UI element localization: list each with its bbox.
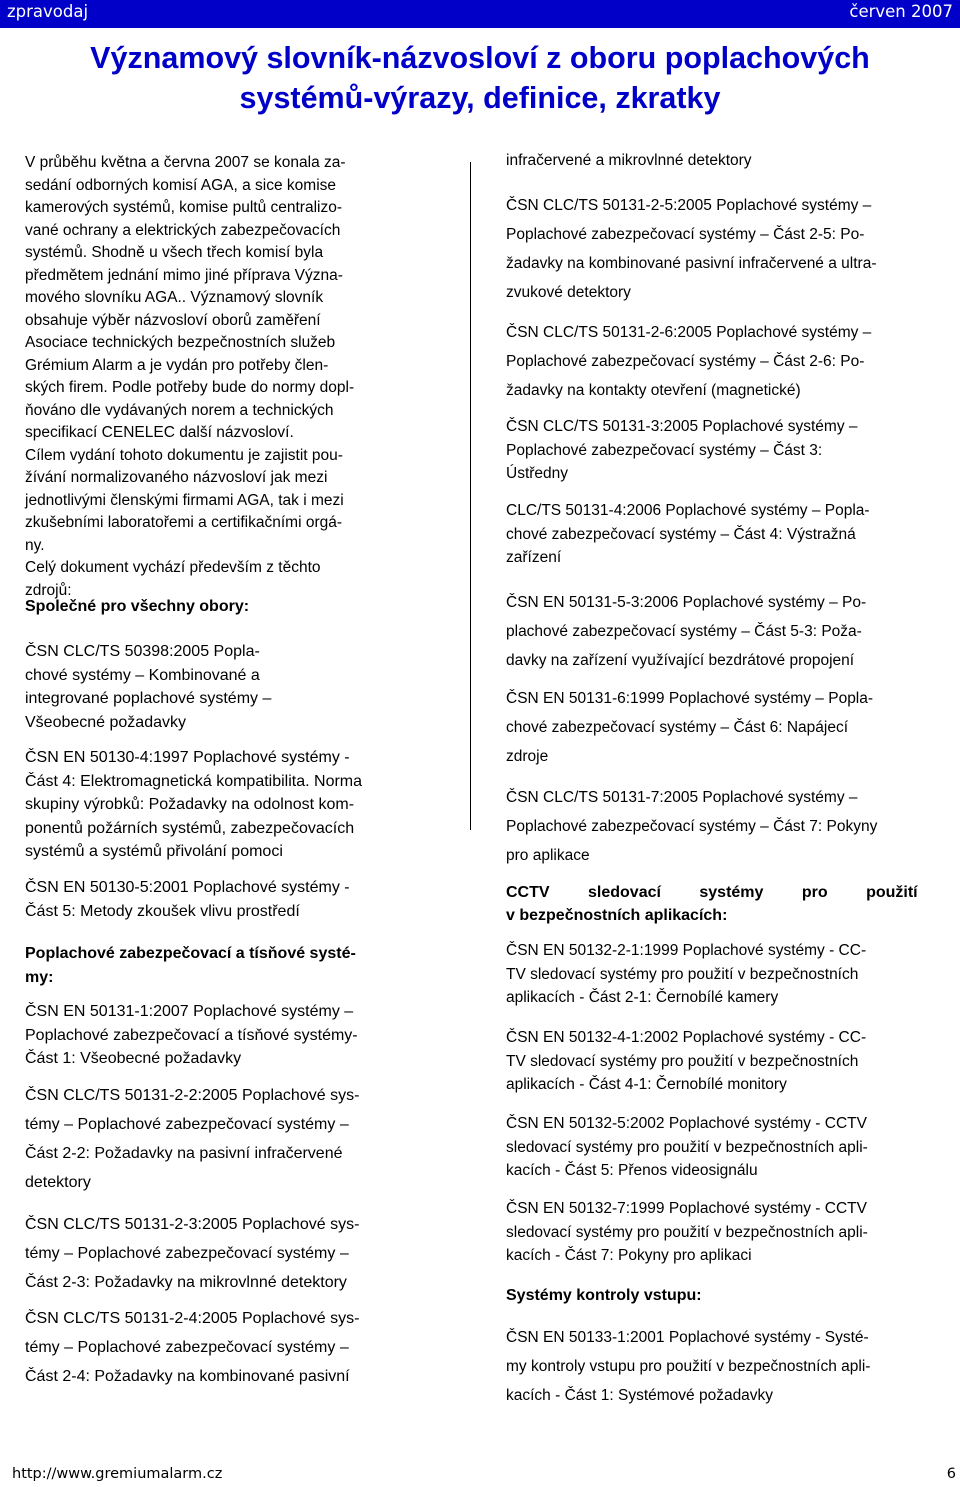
- norm-line: témy – Poplachové zabezpečovací systémy –: [25, 1116, 349, 1133]
- intro-line: ských firem. Podle potřeby bude do normy dopl-: [25, 379, 355, 396]
- norm-entry: [506, 318, 871, 405]
- column-divider: [470, 162, 471, 830]
- heading-line: my:: [25, 969, 54, 986]
- norm-entry: [25, 876, 350, 923]
- norm-line: sledovací systémy pro použití v bezpečnostních apli-: [506, 1138, 868, 1156]
- norm-line: Poplachové zabezpečovací systémy – Část 2-5: Po-: [506, 226, 865, 243]
- norm-line: ČSN EN 50132-7:1999 Poplachové systémy - CCTV: [506, 1200, 867, 1217]
- norm-line: ČSN EN 50133-1:2001 Poplachové systémy - Systé-: [506, 1329, 869, 1346]
- intro-line: Cílem vydání tohoto dokumentu je zajistit pou-: [25, 446, 343, 464]
- norm-entry: [506, 1197, 868, 1268]
- intro-paragraph: [25, 152, 354, 602]
- intro-line: systémů. Shodně u všech třech komisí byla: [25, 244, 324, 261]
- intro-line: zdrojů:: [25, 581, 72, 599]
- norm-line: témy – Poplachové zabezpečovací systémy –: [25, 1339, 349, 1356]
- norm-line: ČSN CLC/TS 50398:2005 Popla-: [25, 643, 260, 660]
- heading-line: v bezpečnostních aplikacích:: [506, 907, 728, 924]
- heading-line: CCTV sledovací systémy pro použití: [506, 884, 918, 901]
- norm-line: aplikacích - Část 4-1: Černobílé monitory: [506, 1076, 787, 1093]
- heading-intrusion: [25, 942, 356, 990]
- norm-entry: [506, 415, 858, 486]
- norm-line: TV sledovací systémy pro použití v bezpečnostních: [506, 1052, 859, 1070]
- norm-line: žadavky na kombinované pasivní infračervené a ultra-: [506, 255, 877, 272]
- norm-entry: [25, 1000, 358, 1071]
- intro-line: specifikací CENELEC další názvosloví.: [25, 424, 294, 441]
- norm-line: Část 2-4: Požadavky na kombinované pasivní: [25, 1368, 350, 1385]
- heading-common: Společné pro všechny obory:: [25, 598, 250, 615]
- norm-line: plachové zabezpečovací systémy – Část 5-3: Poža-: [506, 623, 862, 640]
- norm-line: ČSN EN 50130-4:1997 Poplachové systémy -: [25, 749, 350, 766]
- intro-line: kamerových systémů, komise pultů centralizo-: [25, 199, 343, 216]
- norm-entry: [25, 746, 362, 864]
- norm-line: sledovací systémy pro použití v bezpečnostních apli-: [506, 1223, 868, 1241]
- norm-entry: [25, 1304, 359, 1391]
- intro-line: jednotlivými členskými firmami AGA, tak i mezi: [25, 491, 344, 509]
- norm-line: Část 2-3: Požadavky na mikrovlnné detektory: [25, 1274, 347, 1291]
- intro-line: předmětem jednání mimo jiné příprava Význa-: [25, 266, 343, 284]
- intro-line: vané ochrany a elektrických zabezpečovacích: [25, 221, 341, 239]
- norm-entry: [506, 588, 866, 675]
- norm-line: ČSN CLC/TS 50131-2-4:2005 Poplachové sys-: [25, 1310, 360, 1327]
- norm-line: Část 2-2: Požadavky na pasivní infračervené: [25, 1145, 343, 1162]
- norm-line: integrované poplachové systémy –: [25, 690, 272, 707]
- norm-line: my kontroly vstupu pro použití v bezpečnostních apli-: [506, 1358, 871, 1375]
- intro-line: sedání odborných komisí AGA, a sice komise: [25, 176, 337, 194]
- publication-name: zpravodaj: [7, 2, 89, 21]
- issue-date: červen 2007: [849, 2, 953, 21]
- norm-line: Všeobecné požadavky: [25, 713, 186, 731]
- intro-line: zkušebními laboratořemi a certifikačními orgá-: [25, 514, 343, 531]
- norm-line: Část 5: Metody zkoušek vlivu prostředí: [25, 902, 300, 920]
- heading-access: Systémy kontroly vstupu:: [506, 1287, 702, 1304]
- norm-line: zdroje: [506, 748, 549, 765]
- norm-line: zařízení: [506, 549, 562, 566]
- norm-line: systémů a systémů přivolání pomoci: [25, 843, 283, 860]
- norm-line: ČSN EN 50131-1:2007 Poplachové systémy –: [25, 1003, 354, 1020]
- norm-line: ČSN EN 50131-6:1999 Poplachové systémy – Popla-: [506, 690, 874, 707]
- intro-line: mového slovníku AGA.. Významový slovník: [25, 289, 324, 306]
- norm-line: ČSN EN 50132-2-1:1999 Poplachové systémy - CC-: [506, 942, 867, 959]
- page-title: [0, 38, 960, 118]
- norm-entry: [25, 1081, 359, 1197]
- norm-line: TV sledovací systémy pro použití v bezpečnostních: [506, 965, 859, 983]
- intro-line: Celý dokument vychází především z těchto: [25, 559, 321, 576]
- norm-entry: [25, 1210, 359, 1297]
- intro-line: obsahuje výběr názvosloví oborů zaměření: [25, 311, 321, 329]
- norm-line: ČSN CLC/TS 50131-2-5:2005 Poplachové systémy –: [506, 197, 872, 214]
- intro-line: ňováno dle vydávaných norem a technických: [25, 401, 334, 419]
- norm-entry: [506, 499, 870, 570]
- footer-url-link[interactable]: http://www.gremiumalarm.cz: [12, 1466, 223, 1482]
- norm-line: kacích - Část 7: Pokyny pro aplikaci: [506, 1247, 752, 1264]
- norm-line: témy – Poplachové zabezpečovací systémy –: [25, 1245, 349, 1262]
- norm-line: ČSN CLC/TS 50131-2-2:2005 Poplachové sys-: [25, 1087, 360, 1104]
- norm-line: chové zabezpečovací systémy – Část 6: Napájecí: [506, 719, 849, 736]
- page-number: 6: [946, 1466, 956, 1482]
- norm-line: skupiny výrobků: Požadavky na odolnost kom-: [25, 796, 355, 813]
- norm-line: ČSN CLC/TS 50131-3:2005 Poplachové systémy –: [506, 418, 858, 435]
- norm-entry: [506, 783, 877, 870]
- intro-line: Grémium Alarm a je vydán pro potřeby člen-: [25, 356, 329, 374]
- title-line-1: Významový slovník-názvosloví z oboru poplachových: [90, 41, 870, 75]
- norm-line: chové zabezpečovací systémy – Část 4: Výstražná: [506, 525, 856, 543]
- norm-line: Poplachové zabezpečovací systémy – Část 3:: [506, 441, 823, 459]
- norm-line: Část 4: Elektromagnetická kompatibilita. Norma: [25, 772, 363, 790]
- norm-line: ČSN EN 50130-5:2001 Poplachové systémy -: [25, 879, 350, 896]
- norm-line: detektory: [25, 1174, 91, 1191]
- norm-entry: [506, 191, 876, 307]
- norm-line: ČSN EN 50132-4-1:2002 Poplachové systémy - CC-: [506, 1029, 867, 1046]
- norm-line: ČSN CLC/TS 50131-2-3:2005 Poplachové sys-: [25, 1216, 360, 1233]
- norm-line: Ústředny: [506, 465, 569, 482]
- intro-line: ny.: [25, 536, 45, 554]
- intro-line: V průběhu května a června 2007 se konala za-: [25, 154, 346, 171]
- header-bar: [0, 0, 960, 28]
- norm-line: kacích - Část 5: Přenos videosignálu: [506, 1162, 758, 1179]
- norm-line: ponentů požárních systémů, zabezpečovacích: [25, 819, 355, 837]
- norm-line: ČSN EN 50131-5-3:2006 Poplachové systémy – Po-: [506, 594, 867, 611]
- norm-line: zvukové detektory: [506, 284, 631, 301]
- norm-line: Poplachové zabezpečovací a tísňové systémy-: [25, 1026, 358, 1044]
- norm-line: Poplachové zabezpečovací systémy – Část 2-6: Po-: [506, 353, 865, 370]
- norm-entry: [25, 640, 271, 734]
- norm-line: ČSN CLC/TS 50131-7:2005 Poplachové systémy –: [506, 789, 858, 806]
- heading-line: Poplachové zabezpečovací a tísňové systé-: [25, 945, 356, 962]
- norm-line: Část 1: Všeobecné požadavky: [25, 1050, 242, 1067]
- norm-line: pro aplikace: [506, 847, 590, 864]
- norm-entry-continued: infračervené a mikrovlnné detektory: [506, 152, 752, 169]
- norm-line: ČSN EN 50132-5:2002 Poplachové systémy - CCTV: [506, 1115, 867, 1132]
- title-line-2: systémů-výrazy, definice, zkratky: [239, 81, 721, 115]
- norm-entry: [506, 1112, 868, 1183]
- norm-line: žadavky na kontakty otevření (magnetické): [506, 382, 801, 399]
- intro-line: žívání normalizovaného názvosloví jak mezi: [25, 469, 328, 486]
- intro-line: Asociace technických bezpečnostních služeb: [25, 334, 336, 351]
- norm-line: Poplachové zabezpečovací systémy – Část 7: Pokyny: [506, 818, 878, 835]
- norm-entry: [506, 1026, 866, 1097]
- heading-cctv: [506, 881, 958, 927]
- norm-line: aplikacích - Část 2-1: Černobílé kamery: [506, 989, 779, 1006]
- norm-line: davky na zařízení využívající bezdrátové propojení: [506, 652, 855, 669]
- norm-line: chové systémy – Kombinované a: [25, 666, 260, 684]
- norm-entry: [506, 939, 866, 1010]
- norm-line: kacích - Část 1: Systémové požadavky: [506, 1387, 774, 1404]
- norm-line: CLC/TS 50131-4:2006 Poplachové systémy – Popla-: [506, 502, 870, 519]
- norm-entry: [506, 1323, 870, 1410]
- norm-line: ČSN CLC/TS 50131-2-6:2005 Poplachové systémy –: [506, 324, 872, 341]
- norm-entry: [506, 684, 873, 771]
